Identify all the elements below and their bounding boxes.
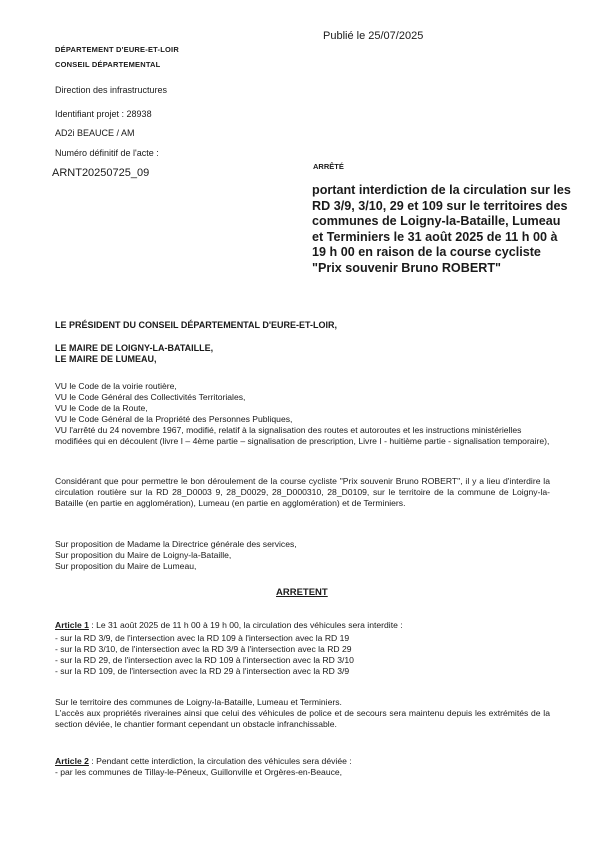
proposition-item: Sur proposition du Maire de Lumeau,	[55, 561, 197, 571]
direction-label: Direction des infrastructures	[55, 85, 168, 95]
department-name: DÉPARTEMENT D'EURE-ET-LOIR	[55, 45, 179, 54]
road-item: - sur la RD 109, de l'intersection avec la RD 29 à l'intersection avec la RD 3/9	[55, 666, 350, 676]
act-number-label: Numéro définitif de l'acte :	[55, 148, 159, 158]
article-1	[55, 620, 550, 631]
proposition-item: Sur proposition de Madame la Directrice générale des services,	[55, 539, 297, 549]
publication-date: Publié le 25/07/2025	[323, 30, 424, 42]
vu-item: VU le Code de la Route,	[55, 403, 148, 413]
article-2-label: Article 2	[55, 756, 89, 766]
vu-item: VU le Code Général de la Propriété des Personnes Publiques,	[55, 414, 293, 424]
service-label: AD2i BEAUCE / AM	[55, 128, 135, 138]
article-1-label: Article 1	[55, 620, 89, 630]
road-item: - sur la RD 3/9, de l'intersection avec la RD 109 à l'intersection avec la RD 19	[55, 633, 350, 643]
vu-item: VU l'arrêté du 24 novembre 1967, modifié, relatif à la signalisation des routes et autoroutes et les instructions ministérielles modifiées qui en découlent (livre I – 4ème partie – signalisation de prescription, Livre I - huitième partie - signalisation temporaire),	[55, 425, 550, 446]
proposition-item: Sur proposition du Maire de Loigny-la-Bataille,	[55, 550, 232, 560]
arrete-label: ARRÊTÉ	[313, 162, 344, 171]
access-paragraph: L'accès aux propriétés riveraines ainsi que celui des véhicules de police et de secours sera maintenu depuis les extrémités de la section déviée, le chantier formant cependant un obstacle infranchissable.	[55, 708, 550, 729]
council-name: CONSEIL DÉPARTEMENTAL	[55, 60, 161, 69]
road-item: - sur la RD 3/10, de l'intersection avec la RD 3/9 à l'intersection avec la RD 29	[55, 644, 352, 654]
mayor-loigny-line: LE MAIRE DE LOIGNY-LA-BATAILLE,	[55, 343, 214, 353]
article-2-text: : Pendant cette interdiction, la circulation des véhicules sera déviée :	[88, 756, 352, 766]
article-1-text: : Le 31 août 2025 de 11 h 00 à 19 h 00, la circulation des véhicules sera interdite :	[88, 620, 403, 630]
project-identifier: Identifiant projet : 28938	[55, 109, 152, 119]
president-line: LE PRÉSIDENT DU CONSEIL DÉPARTEMENTAL D'EURE-ET-LOIR,	[55, 320, 337, 330]
vu-list	[55, 381, 550, 447]
act-code: ARNT20250725_09	[52, 167, 150, 179]
document-title: portant interdiction de la circulation sur les RD 3/9, 3/10, 29 et 109 sur le territoires des communes de Loigny-la-Bataille, Lumeau et Terminiers le 31 août 2025 de 11 h 00 à 19 h 00 en raison de la course cycliste "Prix souvenir Bruno ROBERT"	[312, 183, 571, 275]
territory-line: Sur le territoire des communes de Loigny-la-Bataille, Lumeau et Terminiers.	[55, 697, 342, 707]
mayor-lumeau-line: LE MAIRE DE LUMEAU,	[55, 354, 157, 364]
article-1-road-list	[55, 633, 354, 677]
arretent-heading: ARRETENT	[276, 587, 328, 598]
article-2	[55, 756, 550, 767]
detour-item: - par les communes de Tillay-le-Péneux, Guillonville et Orgères-en-Beauce,	[55, 767, 343, 777]
vu-item: VU le Code Général des Collectivités Territoriales,	[55, 392, 246, 402]
road-item: - sur la RD 29, de l'intersection avec la RD 109 à l'intersection avec la RD 3/10	[55, 655, 354, 665]
propositions-list	[55, 539, 297, 572]
vu-item: VU le Code de la voirie routière,	[55, 381, 177, 391]
considerant-paragraph: Considérant que pour permettre le bon déroulement de la course cycliste "Prix souvenir Bruno ROBERT", il y a lieu d'interdire la circulation routière sur la RD 28_D0003 9, 28_D0029, 28_D000310, 28_D0109, sur le territoire de la commune de Loigny-la-Bataille (en partie en agglomération), Lumeau (en partie en agglomération) et de Terminiers.	[55, 476, 550, 508]
